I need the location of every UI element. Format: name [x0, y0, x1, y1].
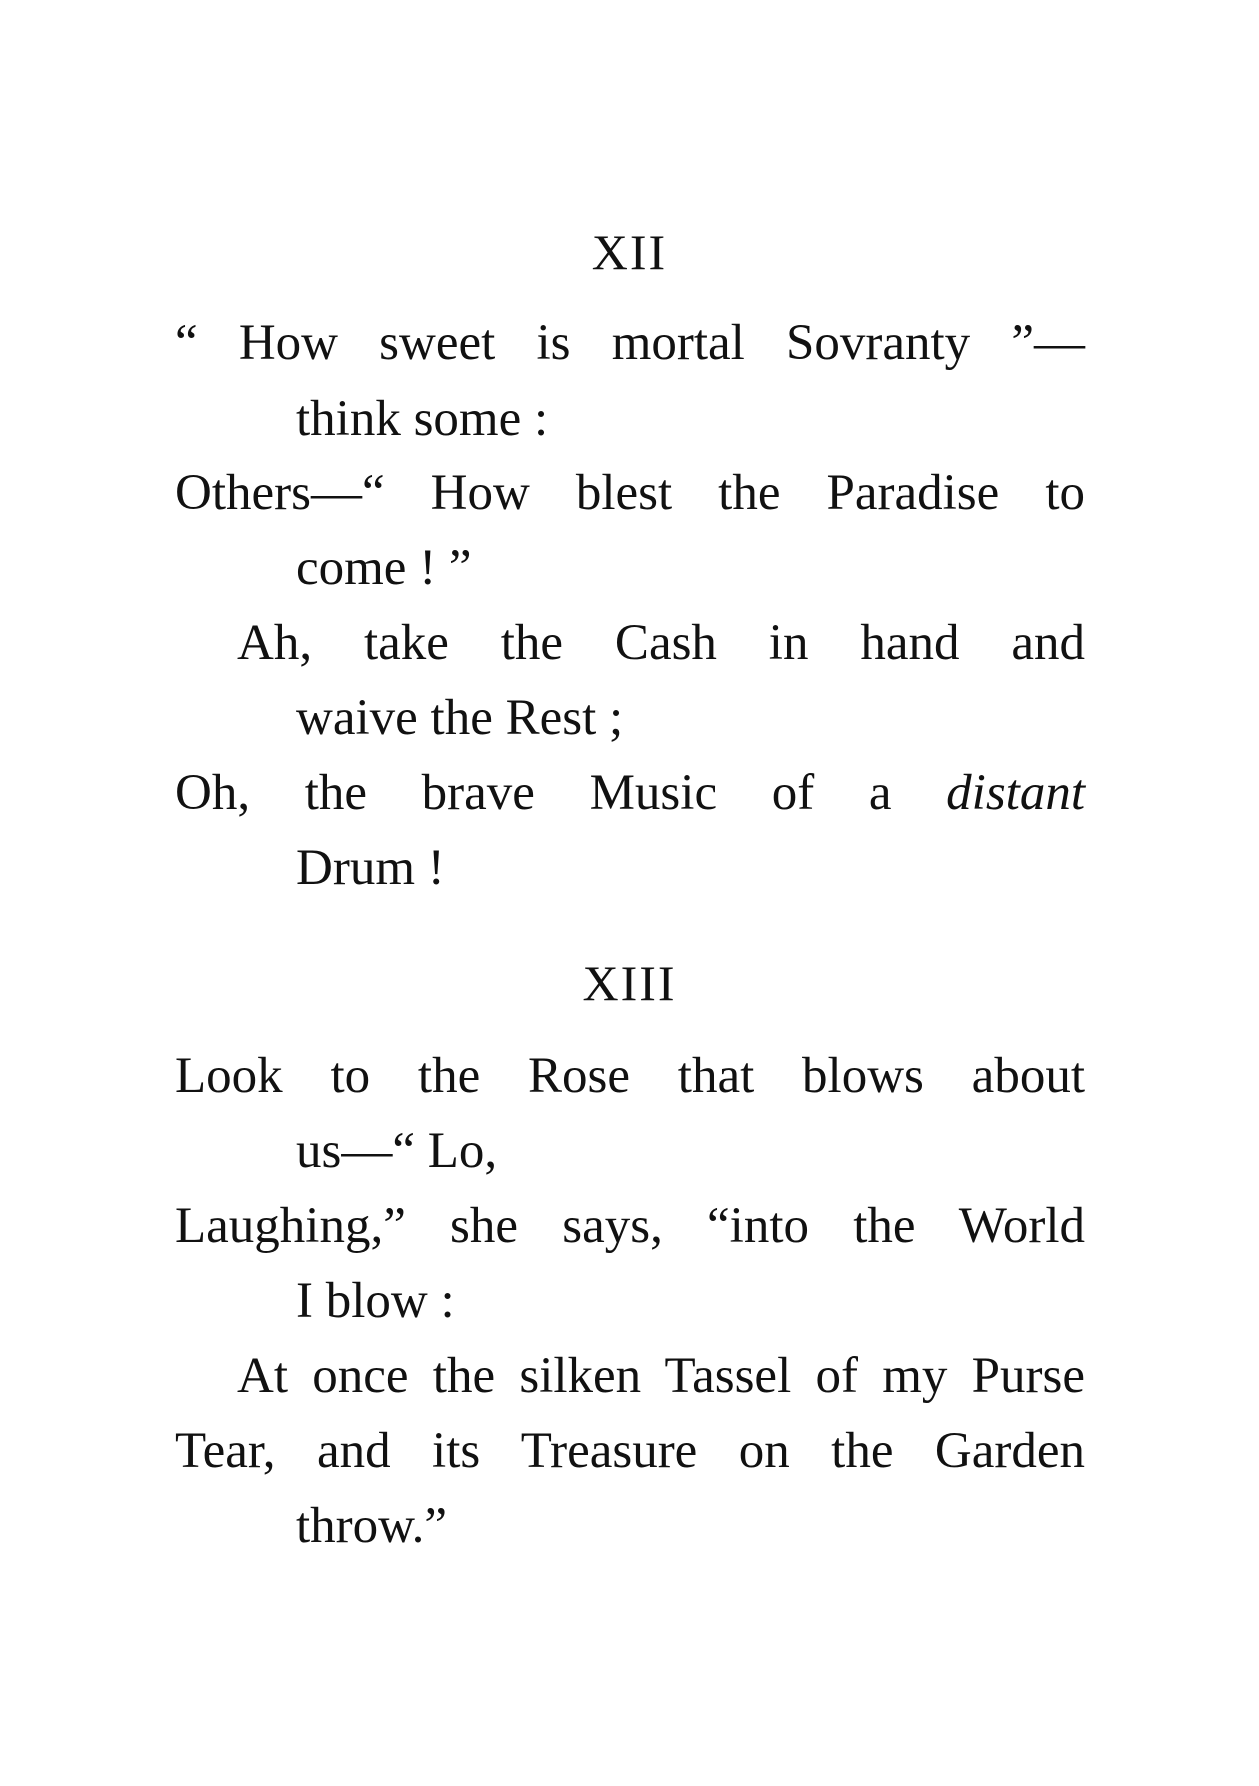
verse-line-continuation: throw.” — [296, 1498, 448, 1554]
stanza-number: XIII — [582, 955, 677, 1011]
verse-line: At once the silken Tassel of my Purse — [237, 1348, 1085, 1404]
verse-line: “ How sweet is mortal Sovranty ”— — [175, 315, 1085, 371]
verse-line-continuation: come ! ” — [296, 540, 472, 596]
verse-line-continuation: think some : — [296, 391, 549, 447]
italic-word: distant — [946, 765, 1086, 821]
verse-line: Tear, and its Treasure on the Garden — [175, 1423, 1085, 1479]
verse-line — [175, 763, 1085, 823]
verse-line-continuation: us—“ Lo, — [296, 1123, 498, 1179]
verse-line: Others—“ How blest the Paradise to — [175, 465, 1085, 521]
verse-text: Oh, the brave Music of a — [175, 765, 892, 821]
verse-line: Ah, take the Cash in hand and — [237, 615, 1085, 671]
verse-line-continuation: I blow : — [296, 1273, 455, 1329]
verse-line: Look to the Rose that blows about — [175, 1048, 1085, 1104]
verse-line-continuation: Drum ! — [296, 840, 445, 896]
verse-line: Laughing,” she says, “into the World — [175, 1198, 1085, 1254]
stanza-number: XII — [591, 224, 668, 280]
verse-line-continuation: waive the Rest ; — [296, 690, 624, 746]
